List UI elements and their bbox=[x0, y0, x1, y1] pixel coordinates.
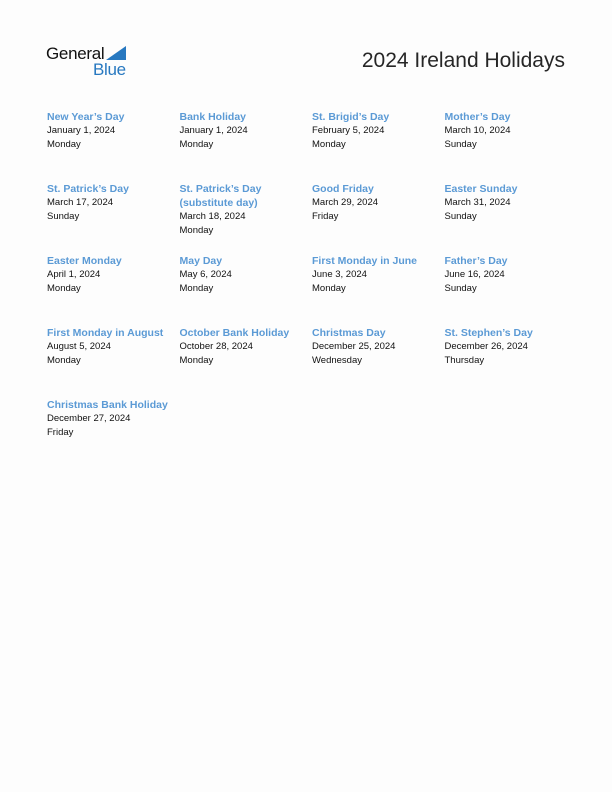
holiday-item bbox=[180, 254, 313, 326]
holiday-name: New Year’s Day bbox=[47, 111, 125, 123]
holiday-name: St. Stephen’s Day bbox=[444, 327, 533, 339]
holiday-date: May 6, 2024 bbox=[179, 269, 232, 280]
holiday-row bbox=[47, 254, 577, 326]
logo-triangle-icon bbox=[106, 46, 126, 60]
holiday-item bbox=[445, 254, 578, 326]
holiday-name: St. Patrick’s Day (substitute day) bbox=[179, 183, 262, 209]
holiday-item bbox=[180, 110, 313, 182]
holiday-item bbox=[445, 110, 578, 182]
holiday-item bbox=[312, 110, 445, 182]
holiday-weekday: Monday bbox=[312, 282, 346, 294]
holiday-item bbox=[312, 254, 445, 326]
holiday-weekday: Monday bbox=[179, 138, 214, 150]
holiday-date: December 25, 2024 bbox=[312, 341, 396, 352]
holiday-weekday: Monday bbox=[312, 138, 346, 150]
holiday-row bbox=[47, 182, 577, 254]
logo-blue-text: Blue bbox=[93, 60, 126, 79]
holiday-item bbox=[445, 326, 578, 398]
holiday-date: March 10, 2024 bbox=[444, 125, 511, 136]
holiday-name: Bank Holiday bbox=[179, 111, 247, 123]
holiday-item bbox=[180, 326, 313, 398]
holiday-date: March 29, 2024 bbox=[312, 197, 379, 208]
holiday-date: January 1, 2024 bbox=[179, 125, 248, 136]
holiday-item bbox=[312, 182, 445, 254]
holiday-weekday: Sunday bbox=[47, 210, 80, 222]
holiday-name: First Monday in August bbox=[47, 327, 164, 339]
holiday-weekday: Sunday bbox=[444, 138, 477, 150]
holiday-name: St. Brigid’s Day bbox=[312, 111, 390, 123]
holiday-weekday: Thursday bbox=[444, 354, 485, 366]
holiday-weekday: Monday bbox=[47, 282, 81, 294]
holiday-item bbox=[312, 326, 445, 398]
holiday-date: June 16, 2024 bbox=[444, 269, 505, 280]
holiday-item bbox=[445, 182, 578, 254]
holiday-weekday: Friday bbox=[312, 210, 339, 222]
holiday-weekday: Sunday bbox=[444, 210, 477, 222]
holiday-name: First Monday in June bbox=[312, 255, 418, 267]
holiday-date: February 5, 2024 bbox=[312, 125, 385, 136]
holiday-name: May Day bbox=[179, 255, 223, 267]
holiday-date: March 18, 2024 bbox=[179, 211, 246, 222]
holiday-name: October Bank Holiday bbox=[179, 327, 290, 339]
holiday-item bbox=[180, 182, 313, 254]
holiday-row bbox=[47, 110, 577, 182]
holiday-weekday: Wednesday bbox=[312, 354, 362, 366]
holiday-name: Easter Sunday bbox=[444, 183, 518, 195]
holiday-row bbox=[47, 398, 577, 470]
holiday-date: October 28, 2024 bbox=[179, 341, 253, 352]
holiday-date: January 1, 2024 bbox=[47, 125, 116, 136]
generalblue-logo bbox=[46, 44, 136, 80]
holiday-date: December 26, 2024 bbox=[444, 341, 528, 352]
holiday-item bbox=[47, 398, 180, 470]
holiday-date: June 3, 2024 bbox=[312, 269, 367, 280]
holiday-date: December 27, 2024 bbox=[47, 413, 131, 424]
holiday-item bbox=[47, 182, 180, 254]
holiday-weekday: Monday bbox=[47, 138, 81, 150]
holiday-grid bbox=[47, 110, 577, 470]
holiday-name: Father’s Day bbox=[444, 255, 508, 267]
holiday-weekday: Monday bbox=[179, 282, 214, 294]
holiday-item bbox=[47, 326, 180, 398]
holiday-name: St. Patrick’s Day bbox=[47, 183, 129, 195]
holiday-name: Easter Monday bbox=[47, 255, 122, 267]
holiday-name: Mother’s Day bbox=[444, 111, 511, 123]
page-title: 2024 Ireland Holidays bbox=[361, 49, 565, 72]
holiday-date: March 17, 2024 bbox=[47, 197, 114, 208]
holiday-date: August 5, 2024 bbox=[47, 341, 111, 352]
holiday-row bbox=[47, 326, 577, 398]
holiday-weekday: Monday bbox=[47, 354, 81, 366]
holiday-weekday: Friday bbox=[47, 426, 74, 438]
holiday-item bbox=[47, 110, 180, 182]
holiday-weekday: Monday bbox=[179, 354, 214, 366]
holiday-date: March 31, 2024 bbox=[444, 197, 511, 208]
holiday-weekday: Monday bbox=[179, 224, 214, 236]
holiday-name: Christmas Day bbox=[312, 327, 386, 339]
holiday-weekday: Sunday bbox=[444, 282, 477, 294]
holiday-item bbox=[47, 254, 180, 326]
holiday-name: Christmas Bank Holiday bbox=[47, 399, 168, 411]
logo-general-text: General bbox=[46, 44, 105, 63]
holiday-name: Good Friday bbox=[312, 183, 374, 195]
holiday-date: April 1, 2024 bbox=[47, 269, 101, 280]
